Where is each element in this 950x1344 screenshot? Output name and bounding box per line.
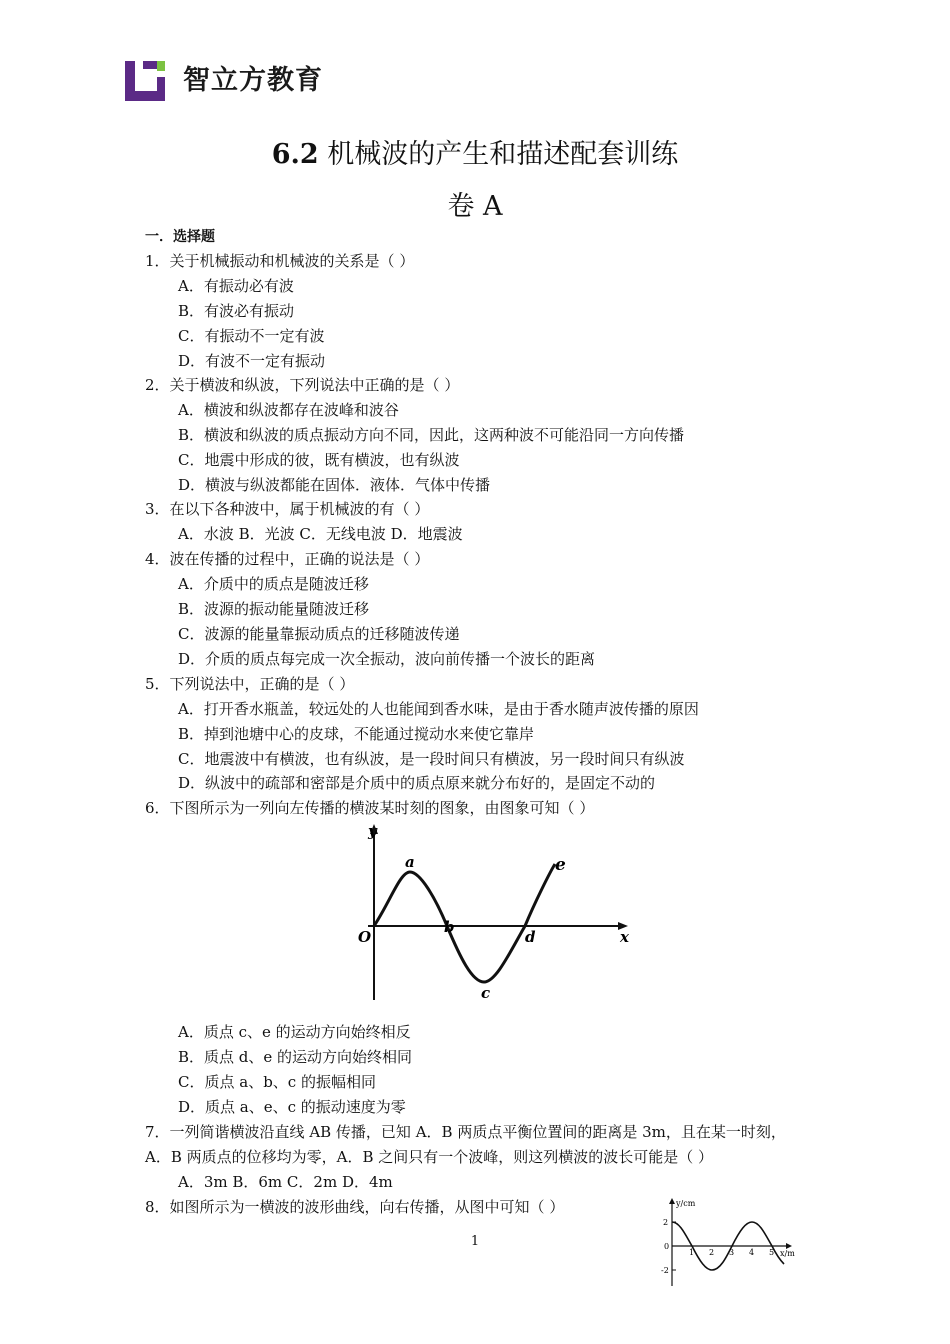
q1-option-a: A．有振动必有波: [178, 277, 294, 295]
q8-ytick-2: 2: [663, 1218, 669, 1227]
title-text: 机械波的产生和描述配套训练: [327, 139, 679, 170]
brand-name: 智立方教育: [183, 65, 323, 96]
q2-option-d: D．横波与纵波都能在固体．液体．气体中传播: [178, 476, 491, 494]
q4-option-c: C．波源的能量靠振动质点的迁移随波传递: [178, 625, 460, 643]
q8-xtick-5: 5: [769, 1248, 775, 1257]
q6-label-y: y: [368, 822, 377, 840]
q5-option-a: A．打开香水瓶盖，较远处的人也能闻到香水味，是由于香水随声波传播的原因: [178, 700, 699, 718]
q6-label-x: x: [620, 928, 629, 946]
q3-stem: 3．在以下各种波中，属于机械波的有（ ）: [145, 500, 430, 518]
q1-option-d: D．有波不一定有振动: [178, 352, 326, 370]
q2-option-c: C．地震中形成的彼，既有横波，也有纵波: [178, 451, 460, 469]
q6-label-d: d: [525, 928, 536, 946]
q3-options: A．水波 B．光波 C．无线电波 D．地震波: [178, 525, 463, 543]
q4-option-d: D．介质的质点每完成一次全振动，波向前传播一个波长的距离: [178, 650, 596, 668]
page-number: 1: [470, 1234, 480, 1249]
q6-wave-curve: [374, 864, 555, 982]
q7-options: A．3m B．6m C．2m D．4m: [178, 1173, 393, 1191]
q8-ytick-m2: -2: [661, 1266, 669, 1275]
q4-option-a: A．介质中的质点是随波迁移: [178, 575, 369, 593]
q4-option-b: B．波源的振动能量随波迁移: [178, 600, 370, 618]
q6-stem: 6．下图所示为一列向左传播的横波某时刻的图象，由图象可知（ ）: [145, 799, 595, 817]
q6-label-c: c: [481, 984, 491, 1002]
q2-stem: 2．关于横波和纵波，下列说法中正确的是（ ）: [145, 376, 460, 394]
q6-label-a: a: [405, 853, 415, 871]
q6-label-e: e: [555, 855, 566, 875]
page-subtitle: 卷 A: [447, 191, 503, 222]
q8-label-y: y/cm: [676, 1199, 696, 1208]
q4-stem: 4．波在传播的过程中，正确的说法是（ ）: [145, 550, 430, 568]
q6-wave-figure: [350, 822, 635, 1004]
q1-stem: 1．关于机械振动和机械波的关系是（ ）: [145, 252, 415, 270]
q6-option-b: B．质点 d、e 的运动方向始终相同: [178, 1048, 413, 1066]
q6-option-c: C．质点 a、b、c 的振幅相同: [178, 1073, 376, 1091]
q5-stem: 5．下列说法中，正确的是（ ）: [145, 675, 355, 693]
q8-y-arrow: [669, 1198, 675, 1204]
q6-label-origin: O: [358, 928, 372, 946]
q2-option-a: A．横波和纵波都存在波峰和波谷: [178, 401, 399, 419]
q1-option-b: B．有波必有振动: [178, 302, 295, 320]
q8-xtick-2: 2: [709, 1248, 715, 1257]
q6-label-b: b: [444, 918, 455, 936]
q8-xtick-3: 3: [729, 1248, 735, 1257]
q2-option-b: B．横波和纵波的质点振动方向不同，因此，这两种波不可能沿同一方向传播: [178, 426, 685, 444]
q8-stem: 8．如图所示为一横波的波形曲线，向右传播，从图中可知（ ）: [145, 1198, 565, 1216]
title-number: 6.2: [271, 139, 319, 170]
q7-stem-line1: 7．一列简谐横波沿直线 AB 传播，已知 A．B 两质点平衡位置间的距离是 3m，且在某一时刻，: [145, 1123, 786, 1141]
q8-label-x: x/m: [780, 1249, 795, 1258]
page-title: [0, 132, 950, 171]
q5-option-b: B．掉到池塘中心的皮球，不能通过搅动水来使它靠岸: [178, 725, 535, 743]
q6-option-a: A．质点 c、e 的运动方向始终相反: [178, 1023, 411, 1041]
q8-xtick-1: 1: [689, 1248, 695, 1257]
q1-option-c: C．有振动不一定有波: [178, 327, 325, 345]
q8-xtick-4: 4: [749, 1248, 755, 1257]
q5-option-d: D．纵波中的疏部和密部是介质中的质点原来就分布好的，是固定不动的: [178, 774, 656, 792]
q5-option-c: C．地震波中有横波，也有纵波，是一段时间只有横波，另一段时间只有纵波: [178, 750, 685, 768]
q6-option-d: D．质点 a、e、c 的振动速度为零: [178, 1098, 406, 1116]
q8-ytick-0: 0: [664, 1242, 670, 1251]
section-heading: 一．选择题: [145, 229, 215, 245]
q7-stem-line2: A．B 两质点的位移均为零，A．B 之间只有一个波峰，则这列横波的波长可能是（ ）: [145, 1148, 714, 1166]
